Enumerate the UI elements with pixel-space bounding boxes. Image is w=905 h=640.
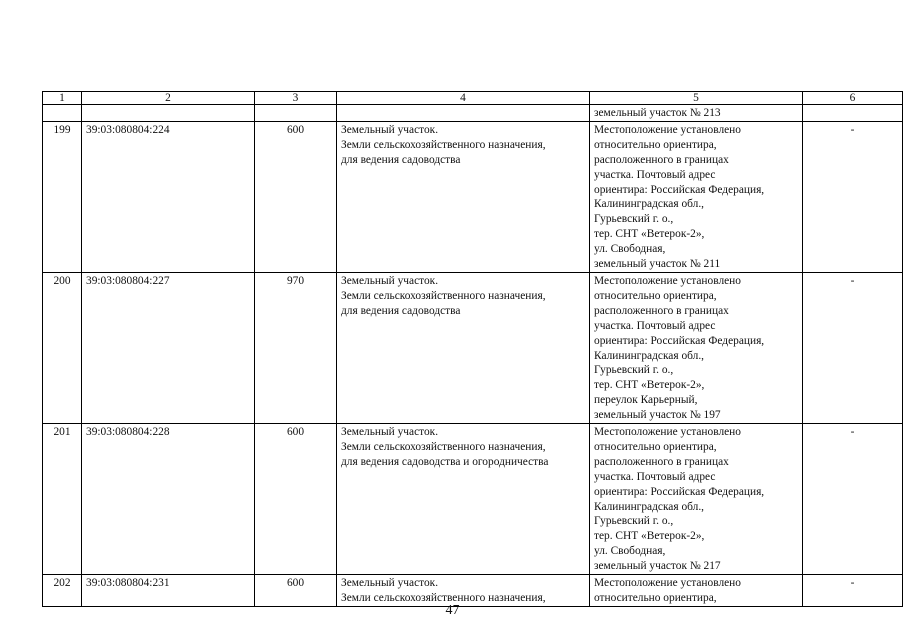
location-line: земельный участок № 211 [594, 258, 721, 271]
cadastral-number: 39:03:080804:227 [82, 272, 255, 423]
location-line: относительно ориентира, [594, 138, 717, 151]
description-line: для ведения садоводства [341, 304, 461, 317]
plot-description [337, 121, 590, 272]
plot-description [337, 575, 590, 607]
continuation-row [43, 105, 903, 122]
location-line: участка. Почтовый адрес [594, 470, 716, 483]
location-line: ул. Свободная, [594, 243, 666, 256]
location-line: относительно ориентира, [594, 440, 717, 453]
location-line: Гурьевский г. о., [594, 515, 674, 528]
location-line: Местоположение установлено [594, 577, 741, 590]
description-line: Земельный участок. [341, 426, 439, 439]
header-col-6: 6 [803, 92, 903, 105]
location-line: участка. Почтовый адрес [594, 319, 716, 332]
location-line: Местоположение установлено [594, 274, 741, 287]
location-line: расположенного в границах [594, 153, 729, 166]
description-line: для ведения садоводства [341, 153, 461, 166]
col6-value: - [803, 121, 903, 272]
location-line: земельный участок № 197 [594, 409, 721, 422]
location-line: тер. СНТ «Ветерок-2», [594, 228, 705, 241]
header-col-5: 5 [590, 92, 803, 105]
row-number: 201 [43, 424, 82, 575]
page-number: 47 [445, 603, 460, 618]
description-line: Земли сельскохозяйственного назначения, [341, 440, 546, 453]
continuation-location [590, 105, 803, 122]
col6-value: - [803, 272, 903, 423]
location-line: земельный участок № 217 [594, 560, 721, 573]
table-row [43, 424, 903, 575]
row-number: 202 [43, 575, 82, 607]
header-row [43, 92, 903, 105]
table-row [43, 575, 903, 607]
description-line: Земельный участок. [341, 577, 439, 590]
cadastral-number: 39:03:080804:228 [82, 424, 255, 575]
plot-location [590, 424, 803, 575]
table-row [43, 121, 903, 272]
location-line: относительно ориентира, [594, 289, 717, 302]
description-line: Земли сельскохозяйственного назначения, [341, 289, 546, 302]
description-line: Земли сельскохозяйственного назначения, [341, 138, 546, 151]
area-value: 600 [255, 575, 337, 607]
location-line: Калининградская обл., [594, 500, 705, 513]
location-line: переулок Карьерный, [594, 394, 698, 407]
row-number: 200 [43, 272, 82, 423]
location-line: Гурьевский г. о., [594, 213, 674, 226]
header-col-2: 2 [82, 92, 255, 105]
location-line: расположенного в границах [594, 455, 729, 468]
location-line: Местоположение установлено [594, 426, 741, 439]
plot-location [590, 121, 803, 272]
location-line: участка. Почтовый адрес [594, 168, 716, 181]
location-line: ориентира: Российская Федерация, [594, 334, 765, 347]
cadastral-number: 39:03:080804:224 [82, 121, 255, 272]
area-value: 600 [255, 424, 337, 575]
area-value: 600 [255, 121, 337, 272]
plot-location [590, 575, 803, 607]
header-col-3: 3 [255, 92, 337, 105]
plot-description [337, 272, 590, 423]
location-line: ориентира: Российская Федерация, [594, 183, 765, 196]
cadastral-number: 39:03:080804:231 [82, 575, 255, 607]
table-row [43, 272, 903, 423]
location-line: ориентира: Российская Федерация, [594, 485, 765, 498]
col6-value: - [803, 575, 903, 607]
location-line: расположенного в границах [594, 304, 729, 317]
header-col-4: 4 [337, 92, 590, 105]
area-value: 970 [255, 272, 337, 423]
plot-location [590, 272, 803, 423]
location-line: земельный участок № 213 [594, 107, 721, 119]
location-line: относительно ориентира, [594, 592, 717, 604]
land-plots-table [42, 91, 903, 607]
row-number: 199 [43, 121, 82, 272]
col6-value: - [803, 424, 903, 575]
location-line: тер. СНТ «Ветерок-2», [594, 530, 705, 543]
location-line: Калининградская обл., [594, 198, 705, 211]
location-line: тер. СНТ «Ветерок-2», [594, 379, 705, 392]
location-line: Калининградская обл., [594, 349, 705, 362]
location-line: Гурьевский г. о., [594, 364, 674, 377]
location-line: ул. Свободная, [594, 545, 666, 558]
description-line: Земельный участок. [341, 274, 439, 287]
plot-description [337, 424, 590, 575]
location-line: Местоположение установлено [594, 123, 741, 136]
description-line: Земельный участок. [341, 123, 439, 136]
description-line: для ведения садоводства и огородничества [341, 455, 549, 468]
description-line: Земли сельскохозяйственного назначения, [341, 592, 546, 604]
header-col-1: 1 [43, 92, 82, 105]
